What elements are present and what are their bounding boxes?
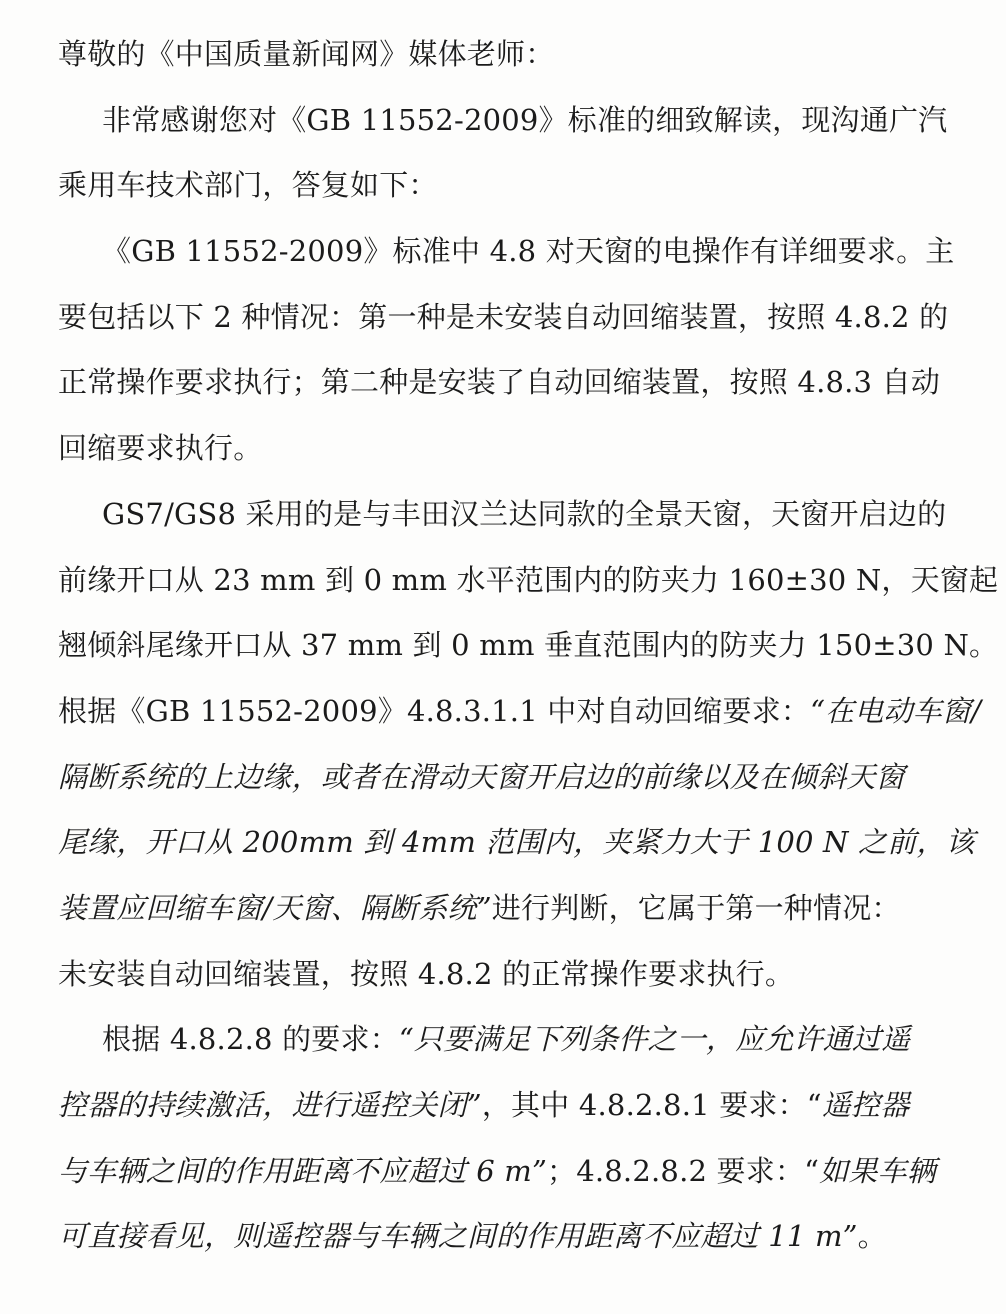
paragraph-line: 未安装自动回缩装置，按照 4.8.2 的正常操作要求执行。 — [58, 956, 795, 991]
paragraph-line: 根据《GB 11552-2009》4.8.3.1.1 中对自动回缩要求：“在电动车窗/ — [58, 693, 982, 728]
paragraph-line: 回缩要求执行。 — [58, 431, 263, 466]
quoted-standard-text: 与车辆之间的作用距离不应超过 6 m” — [58, 1153, 548, 1188]
quoted-standard-text: “只要满足下列条件之一，应允许通过遥 — [398, 1022, 911, 1057]
paragraph-line: 翘倾斜尾缘开口从 37 mm 到 0 mm 垂直范围内的防夹力 150±30 N。 — [58, 628, 999, 663]
quoted-standard-text: 控器的持续激活，进行遥控关闭” — [58, 1088, 482, 1122]
paragraph-line: 要包括以下 2 种情况：第一种是未安装自动回缩装置，按照 4.8.2 的 — [58, 299, 949, 334]
paragraph-line: 前缘开口从 23 mm 到 0 mm 水平范围内的防夹力 160±30 N，天窗起 — [58, 562, 999, 597]
paragraph-line: 《GB 11552-2009》标准中 4.8 对天窗的电操作有详细要求。主 — [102, 234, 955, 269]
quoted-standard-text: 可直接看见，则遥控器与车辆之间的作用距离不应超过 11 m” — [58, 1219, 858, 1254]
paragraph-line: 可直接看见，则遥控器与车辆之间的作用距离不应超过 11 m”。 — [58, 1219, 887, 1254]
quoted-standard-text: 隔断系统的上边缘，或者在滑动天窗开启边的前缘以及在倾斜天窗 — [58, 759, 905, 794]
quoted-standard-text: 遥控器 — [821, 1088, 910, 1122]
paragraph-line: 控器的持续激活，进行遥控关闭”，其中 4.8.2.8.1 要求：“遥控器 — [58, 1088, 910, 1122]
quoted-standard-text: 如果车辆 — [819, 1153, 936, 1188]
quoted-standard-text: 尾缘，开口从 200mm 到 4mm 范围内，夹紧力大于 100 N 之前，该 — [58, 825, 975, 860]
paragraph-line — [58, 745, 938, 811]
paragraph-line: GS7/GS8 采用的是与丰田汉兰达同款的全景天窗，天窗开启边的 — [102, 496, 947, 531]
paragraph-line: 根据 4.8.2.8 的要求：“只要满足下列条件之一，应允许通过遥 — [102, 1022, 911, 1057]
letter-body — [58, 22, 999, 1270]
paragraph-line: 乘用车技术部门，答复如下： — [58, 168, 438, 203]
paragraph-line: 正常操作要求执行；第二种是安装了自动回缩装置，按照 4.8.3 自动 — [58, 365, 941, 400]
paragraph-line: 非常感谢您对《GB 11552-2009》标准的细致解读，现沟通广汽 — [102, 102, 948, 137]
salutation: 尊敬的《中国质量新闻网》媒体老师： — [58, 37, 555, 71]
quoted-standard-text: “在电动车窗/ — [810, 693, 982, 728]
paragraph-line — [58, 810, 975, 876]
paragraph-line: 装置应回缩车窗/天窗、隔断系统”进行判断，它属于第一种情况： — [58, 890, 901, 925]
paragraph-line: 与车辆之间的作用距离不应超过 6 m”；4.8.2.8.2 要求：“如果车辆 — [58, 1153, 936, 1188]
quoted-standard-text: 装置应回缩车窗/天窗、隔断系统” — [58, 890, 492, 925]
